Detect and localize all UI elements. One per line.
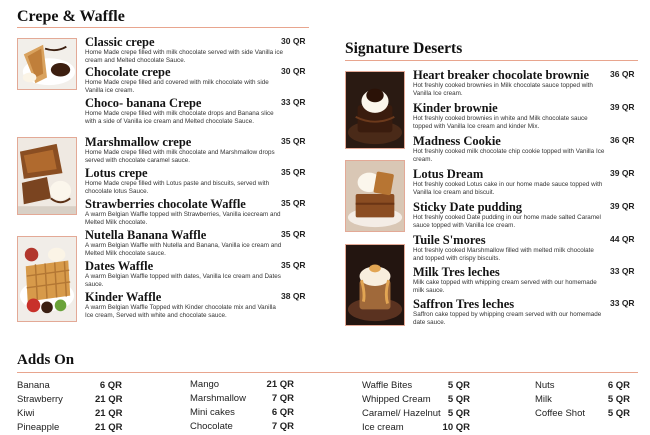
item-description: A warm Belgian Waffle topped with Strawberries, Vanilla icecream and Melted Milk chocolate. (85, 211, 281, 226)
item-name: Nutella Banana Waffle (85, 228, 207, 242)
addon-price: 5 QR (607, 408, 630, 419)
item-description: A warm Belgian Waffle topped with dates, Vanilla Ice cream and Dates sauce. (85, 273, 281, 288)
item-price: 44 QR (610, 234, 635, 244)
addon-price: 6 QR (607, 380, 630, 391)
item-price: 33 QR (610, 298, 635, 308)
item-name: Dates Waffle (85, 259, 154, 273)
item-description: A warm Belgian Waffle with Nutella and Banana, Vanilla ice cream and Melted Milk chocolate sauce. (85, 242, 282, 257)
crepe-waffle-title: Crepe & Waffle (17, 8, 125, 25)
item-description: Milk cake topped with whipping cream served with our homemade milk sauce. (413, 279, 597, 294)
signature-title: Signature Deserts (345, 40, 463, 57)
item-description: Hot freshly cooked Marshmallow filled with melted milk chocolate and topped with crispy biscuits. (413, 247, 594, 262)
item-price: 35 QR (281, 167, 306, 177)
addon-price: 5 QR (447, 380, 470, 391)
item-price: 33 QR (281, 97, 306, 107)
item-name: Lotus Dream (413, 167, 484, 181)
item-description: Hot freshly cooked brownies in Milk chocolate sauce topped with Vanilla Ice cream. (413, 82, 593, 97)
addon-price: 21 QR (95, 422, 123, 433)
item-name: Madness Cookie (413, 134, 501, 148)
addon-item: Marshmallow (190, 393, 246, 404)
addon-item: Mango (190, 379, 220, 390)
addon-price: 5 QR (607, 394, 630, 405)
item-name: Strawberries chocolate Waffle (85, 197, 246, 211)
addon-item: Waffle Bites (362, 380, 413, 391)
item-name: Kinder brownie (413, 101, 498, 115)
addon-item: Banana (17, 380, 50, 391)
item-description: Hot freshly cooked brownies in white and Milk chocolate sauce topped with Vanilla Ice cream and kinder Mix. (413, 115, 588, 130)
item-description: Hot freshly cooked Lotus cake in our home made sauce topped with Vanilla Ice cream and biscuit. (413, 181, 603, 196)
addon-price: 6 QR (271, 407, 294, 418)
addon-item: Caramel/ Hazelnut (362, 408, 441, 419)
item-price: 36 QR (610, 135, 635, 145)
item-name: Marshmallow crepe (85, 135, 192, 149)
item-description: Hot freshly cooked Date pudding in our home made salted Caramel sauce topped with Vanilla Ice cream. (413, 214, 601, 229)
item-name: Kinder Waffle (85, 290, 162, 304)
item-name: Tuile S'mores (413, 233, 486, 247)
addon-price: 10 QR (442, 422, 470, 433)
lotus-crepe-photo (17, 137, 77, 215)
lotus-dream-photo (345, 160, 405, 232)
item-name: Classic crepe (85, 35, 155, 49)
item-name: Saffron Tres leches (413, 297, 515, 311)
addon-item: Strawberry (17, 394, 63, 405)
signature-rule (345, 60, 638, 61)
item-name: Heart breaker chocolate brownie (413, 68, 590, 82)
item-price: 39 QR (610, 201, 635, 211)
item-price: 30 QR (281, 66, 306, 76)
crepe-photo (17, 38, 77, 90)
item-description: Hot freshly cooked milk chocolate chip cookie topped with Vanilla Ice cream. (413, 148, 605, 163)
item-price: 33 QR (610, 266, 635, 276)
item-name: Sticky Date pudding (413, 200, 523, 214)
addon-price: 7 QR (271, 421, 294, 432)
addon-price: 21 QR (95, 408, 123, 419)
item-price: 35 QR (281, 260, 306, 270)
waffle-photo (17, 236, 77, 322)
addon-item: Whipped Cream (362, 394, 431, 405)
item-price: 39 QR (610, 168, 635, 178)
crepe-waffle-rule (17, 27, 309, 28)
brownie-photo (345, 71, 405, 149)
item-description: Home Made crepe filled with milk chocolate drops and Banana slice with a side of Vanilla ice cream and Melted chocolate Sauce. (85, 110, 274, 125)
item-price: 35 QR (281, 136, 306, 146)
addon-price: 6 QR (99, 380, 122, 391)
item-price: 39 QR (610, 102, 635, 112)
item-price: 38 QR (281, 291, 306, 301)
item-name: Lotus crepe (85, 166, 148, 180)
addon-price: 5 QR (447, 394, 470, 405)
item-name: Milk Tres leches (413, 265, 500, 279)
addon-item: Nuts (535, 380, 555, 391)
addon-item: Mini cakes (190, 407, 235, 418)
addon-item: Milk (535, 394, 552, 405)
item-description: Home Made crepe filled and covered with milk chocolate with side Vanilla ice cream. (85, 79, 269, 94)
tres-leches-photo (345, 244, 405, 326)
addon-price: 7 QR (271, 393, 294, 404)
item-name: Choco- banana Crepe (85, 96, 202, 110)
item-description: Saffron cake topped by whipping cream served with our homemade date sauce. (413, 311, 602, 326)
item-price: 30 QR (281, 36, 306, 46)
item-description: A warm Belgian Waffle Topped with Kinder chocolate mix and Vanilla Ice cream, Served with white and chocolate sauce. (85, 304, 276, 319)
addon-price: 21 QR (95, 394, 123, 405)
addon-item: Kiwi (17, 408, 35, 419)
addon-item: Coffee Shot (535, 408, 586, 419)
addon-price: 5 QR (447, 408, 470, 419)
item-price: 35 QR (281, 229, 306, 239)
item-description: Home Made crepe filled with milk chocolate served with side Vanilla ice cream and Melted chocolate Sauce. (85, 49, 283, 64)
addon-item: Pineapple (17, 422, 60, 433)
addons-rule (17, 372, 638, 373)
item-description: Home Made crepe filled with milk chocolate and Marshmallow drops served with chocolate caramel sauce. (85, 149, 275, 164)
item-price: 35 QR (281, 198, 306, 208)
item-description: Home Made crepe filled with Lotus paste and biscuits, served with chocolate lotus Sauce. (85, 180, 270, 195)
item-price: 36 QR (610, 69, 635, 79)
addon-price: 21 QR (266, 379, 294, 390)
addon-item: Chocolate (190, 421, 233, 432)
addons-title: Adds On (17, 352, 75, 368)
addon-item: Ice cream (362, 422, 404, 433)
item-name: Chocolate crepe (85, 65, 171, 79)
